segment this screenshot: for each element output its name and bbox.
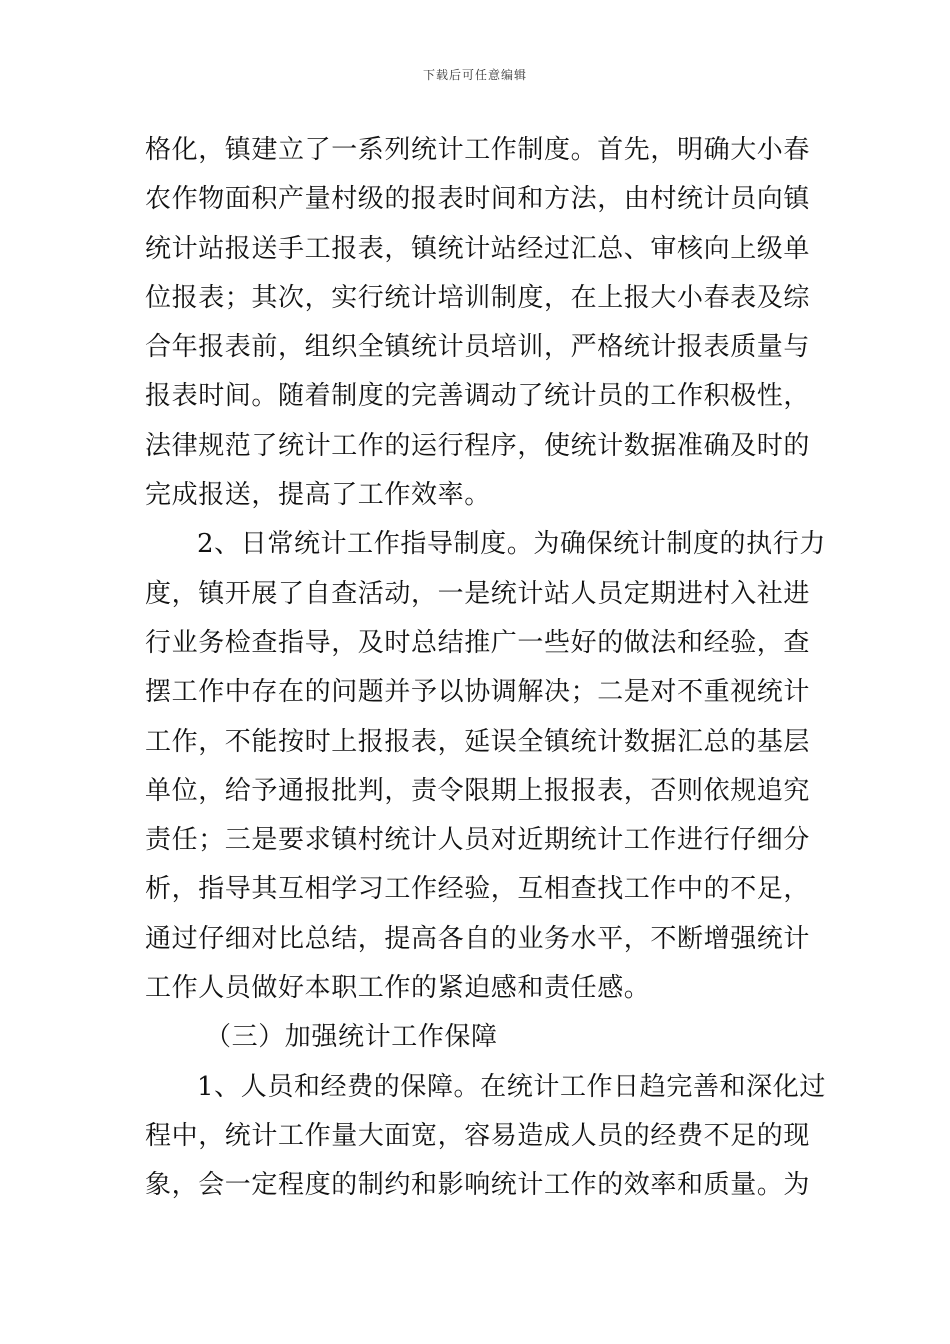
text-line: 度，镇开展了自查活动，一是统计站人员定期进村入社进 (145, 578, 811, 609)
text-line: 统计站报送手工报表，镇统计站经过汇总、审核向上级单 (145, 233, 811, 264)
text-line: 单位，给予通报批判，责令限期上报报表，否则依规追究 (145, 775, 811, 806)
text-line: 责任；三是要求镇村统计人员对近期统计工作进行仔细分 (145, 825, 811, 856)
text-line: 格化，镇建立了一系列统计工作制度。首先，明确大小春 (145, 135, 811, 165)
paragraph-start-line: 2、日常统计工作指导制度。为确保统计制度的执行力 (197, 529, 826, 560)
text-line: 摆工作中存在的问题并予以协调解决；二是对不重视统计 (145, 677, 811, 708)
text-line: 报表时间。随着制度的完善调动了统计员的工作积极性， (145, 381, 811, 412)
paragraph-start-line: 1、人员和经费的保障。在统计工作日趋完善和深化过 (197, 1071, 826, 1102)
document-body (145, 126, 826, 1211)
section-heading: （三）加强统计工作保障 (205, 1022, 498, 1053)
text-line: 位报表；其次，实行统计培训制度，在上报大小春表及综 (145, 282, 811, 313)
text-line: 通过仔细对比总结，提高各自的业务水平，不断增强统计 (145, 923, 811, 954)
text-line: 合年报表前，组织全镇统计员培训，严格统计报表质量与 (145, 332, 811, 363)
text-line: 工作，不能按时上报报表，延误全镇统计数据汇总的基层 (145, 726, 811, 757)
text-line: 法律规范了统计工作的运行程序，使统计数据准确及时的 (145, 430, 811, 461)
text-line: 农作物面积产量村级的报表时间和方法，由村统计员向镇 (145, 184, 811, 215)
text-line: 行业务检查指导，及时总结推广一些好的做法和经验，查 (145, 627, 811, 658)
text-line: 完成报送，提高了工作效率。 (145, 480, 491, 511)
page-header: 下载后可任意编辑 (422, 68, 527, 82)
text-line: 析，指导其互相学习工作经验，互相查找工作中的不足， (145, 874, 811, 905)
text-line: 工作人员做好本职工作的紧迫感和责任感。 (145, 973, 651, 1004)
text-line: 象，会一定程度的制约和影响统计工作的效率和质量。为 (145, 1170, 811, 1201)
text-line: 程中，统计工作量大面宽，容易造成人员的经费不足的现 (145, 1120, 811, 1151)
